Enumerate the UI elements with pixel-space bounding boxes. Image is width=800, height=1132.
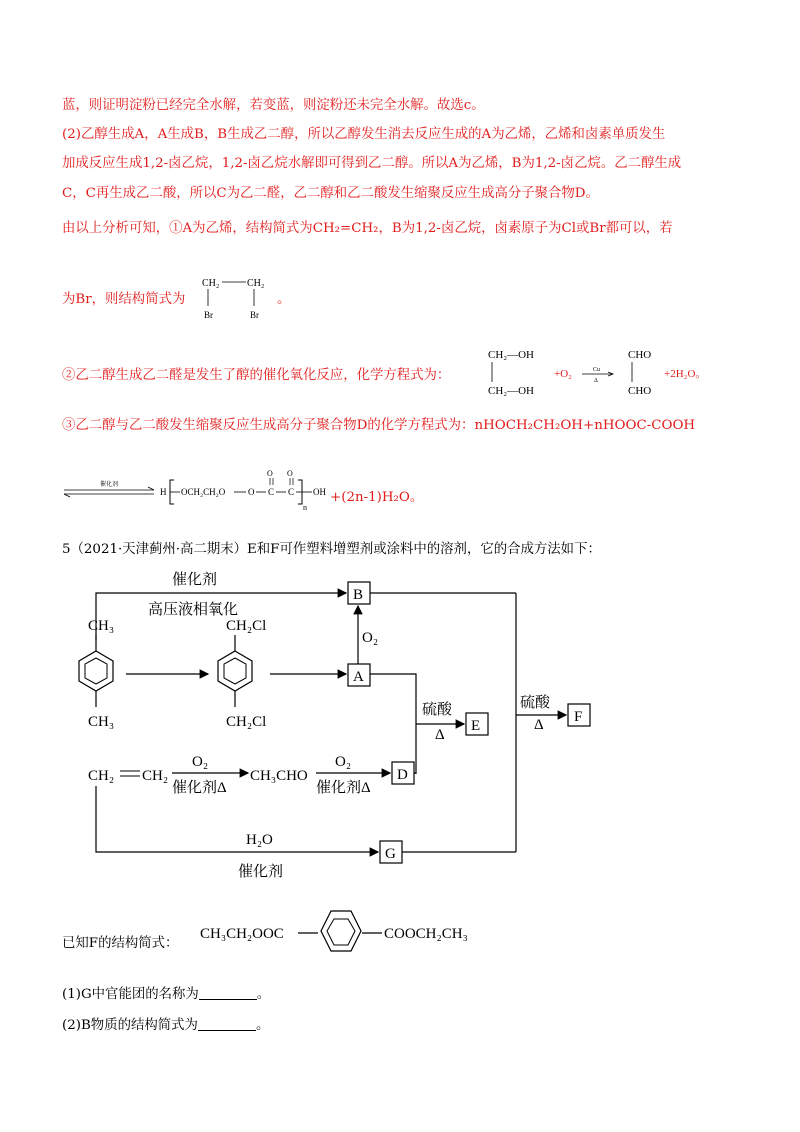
dichloro-bottom: CH₂Cl bbox=[226, 714, 267, 730]
question-2 bbox=[62, 1016, 269, 1036]
question-1-text: (1)G中官能团的名称为 bbox=[62, 987, 199, 1002]
cat-bottom-label: 催化剂 bbox=[238, 864, 284, 880]
ethylene-right: CH₂ bbox=[142, 768, 169, 784]
answer-blank-2[interactable] bbox=[198, 1016, 256, 1031]
diol-top: CH₂—OH bbox=[488, 349, 535, 361]
polymer-c2: C bbox=[288, 487, 295, 497]
polymer-o2: O bbox=[287, 469, 293, 478]
answer-line-2: (2)乙醇生成A，A生成B，B生成乙二醇，所以乙醇发生消去反应生成的A为乙烯，乙烯和卤素单质发生 bbox=[62, 127, 666, 142]
dichloro-top: CH₂Cl bbox=[226, 618, 267, 634]
box-g-label: G bbox=[385, 846, 396, 862]
question-1 bbox=[62, 985, 270, 1005]
high-pressure-label: 高压液相氧化 bbox=[148, 602, 239, 618]
answer-blank-1[interactable] bbox=[199, 985, 257, 1000]
f-structure bbox=[200, 906, 500, 956]
answer-line-6 bbox=[62, 290, 185, 310]
cat-top-label: 催化剂 bbox=[172, 572, 218, 588]
question-1-end: 。 bbox=[256, 987, 271, 1002]
xylene-top-ch3: CH₃ bbox=[88, 618, 115, 634]
known-f-label: 已知F的结构简式： bbox=[62, 936, 179, 951]
delta-label-e: Δ bbox=[435, 727, 445, 743]
delta-label-f: Δ bbox=[534, 717, 544, 733]
br-struct-c2: CH₂ bbox=[247, 278, 265, 289]
box-d-label: D bbox=[397, 767, 408, 783]
question-2-text: (2)B物质的结构简式为 bbox=[62, 1018, 198, 1033]
h2o-label: H₂O bbox=[246, 832, 273, 848]
dial-top: CHO bbox=[628, 349, 652, 361]
plus-2h2o: +2H₂O。 bbox=[664, 368, 707, 380]
br-struct-c1: CH₂ bbox=[202, 278, 220, 289]
question-2-end: 。 bbox=[255, 1018, 270, 1033]
br-struct-x2: Br bbox=[250, 310, 259, 320]
box-b-label: B bbox=[353, 587, 364, 603]
box-e-label: E bbox=[471, 718, 481, 734]
f-right-group: COOCH₂CH₃ bbox=[384, 926, 468, 942]
polymer-oh: OH bbox=[313, 487, 326, 497]
sulfuric-label-e: 硫酸 bbox=[422, 702, 453, 718]
synthesis-scheme bbox=[60, 560, 700, 890]
dibromoethane-structure bbox=[200, 274, 276, 324]
ethylene-left: CH₂ bbox=[88, 768, 115, 784]
box-a-label: A bbox=[353, 669, 364, 685]
answer-line-4: C，C再生成乙二酸，所以C为乙二醛，乙二醇和乙二酸发生缩聚反应生成高分子聚合物D。 bbox=[62, 186, 599, 201]
br-struct-x1: Br bbox=[204, 310, 213, 320]
o2-label-2: O₂ bbox=[335, 754, 352, 770]
acetaldehyde: CH₃CHO bbox=[250, 768, 308, 784]
polymer-o-link: O bbox=[248, 487, 255, 497]
polymer-o1: O bbox=[267, 469, 273, 478]
xylene-bottom-ch3: CH₃ bbox=[88, 714, 115, 730]
answer-line-5: 由以上分析可知，①A为乙烯，结构简式为CH₂=CH₂，B为1,2-卤乙烷，卤素原子为Cl或Br都可以，若 bbox=[62, 221, 673, 236]
cat-delta-1: 催化剂Δ bbox=[172, 780, 227, 796]
o2-label-1: O₂ bbox=[192, 754, 209, 770]
polymer-chain: OCH₂CH₂O bbox=[181, 487, 226, 497]
cat-delta-2: 催化剂Δ bbox=[316, 780, 371, 796]
answer-line-7: ②乙二醇生成乙二醛是发生了醇的催化氧化反应，化学方程式为： bbox=[62, 368, 451, 383]
polymer-c1: C bbox=[268, 487, 275, 497]
question-title: 5（2021·天津蓟州·高二期末）E和F可作塑料增塑剂或涂料中的溶剂，它的合成方法如下： bbox=[62, 542, 601, 557]
f-left-group: CH₃CH₂OOC bbox=[200, 926, 284, 942]
delta-condition: Δ bbox=[594, 378, 598, 384]
glycol-oxidation-equation bbox=[484, 344, 714, 400]
box-f-label: F bbox=[574, 709, 583, 725]
answer-line-1: 蓝，则证明淀粉已经完全水解，若变蓝，则淀粉还未完全水解。故选c。 bbox=[62, 98, 485, 113]
answer-line-6-end: 。 bbox=[277, 292, 291, 307]
catalyst-label: 催化剂 bbox=[100, 482, 119, 488]
answer-line-8: ③乙二醇与乙二酸发生缩聚反应生成高分子聚合物D的化学方程式为：nHOCH₂CH₂OH+nHOOC-COOH bbox=[62, 418, 696, 433]
xylene-ring bbox=[79, 651, 113, 691]
polymer-n: n bbox=[303, 503, 307, 512]
polymer-h: H bbox=[160, 487, 167, 497]
water-product: +(2n-1)H₂O。 bbox=[330, 490, 424, 505]
cu-condition: Cu bbox=[593, 367, 601, 373]
answer-line-6-text: 为Br，则结构简式为 bbox=[62, 292, 186, 307]
plus-o2: +O₂ bbox=[554, 368, 572, 380]
o2-label-ab: O₂ bbox=[362, 630, 379, 646]
dial-bottom: CHO bbox=[628, 385, 652, 397]
sulfuric-label-f: 硫酸 bbox=[520, 695, 551, 711]
answer-line-3: 加成反应生成1,2-卤乙烷，1,2-卤乙烷水解即可得到乙二醇。所以A为乙烯，B为1,2-卤乙烷。乙二醇生成 bbox=[62, 156, 682, 171]
dichloro-ring bbox=[218, 651, 252, 691]
diol-bottom: CH₂—OH bbox=[488, 385, 535, 397]
